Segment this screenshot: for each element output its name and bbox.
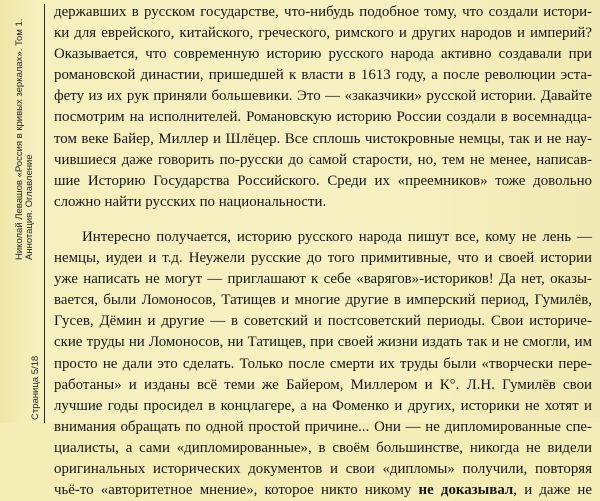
side-caption <box>0 0 44 423</box>
text-line: циалисты, а сами «дипломированные», в своём большинстве, никогда не видели <box>54 439 592 456</box>
text-line: вается, были Ломоносов, Татищев и многие другие в имперский период, Гумилёв, <box>54 292 592 309</box>
text-line-last <box>54 480 592 501</box>
paragraph-1 <box>54 2 592 213</box>
text-line: ки для еврейского, китайского, греческого, римского и других народов и империй? <box>54 25 592 42</box>
text-segment: , и даже не <box>513 482 593 499</box>
text-line: лучшие годы просидел в концлагере, а на Фоменко и других, историки не хотят и <box>54 397 592 414</box>
text-line: чившиеся даже говорить по-русски до самой старости, но, тем не менее, написав- <box>54 151 592 168</box>
page-number: Страница 5/18 <box>30 355 41 420</box>
text-line: ские труды ни Ломоносов, ни Татищев, при своей жизни издать так и не смогли, им <box>54 334 592 351</box>
text-segment: чьё-то «авторитетное мнение», которое никто никому <box>54 482 412 499</box>
text-line: державших в русском государстве, что-нибудь подобное тому, что создали истори- <box>54 4 592 20</box>
text-line: Интересно получается, историю русского народа пишут все, кому не лень — <box>82 228 592 245</box>
document-body <box>54 2 592 501</box>
margin-divider <box>44 4 45 423</box>
paragraph-2 <box>54 227 592 501</box>
text-line: Гусев, Дёмин и другие — в советский и постсоветский периоды. Свои историче- <box>54 313 592 330</box>
text-line: Оказывается, что современную историю русского народа активно создавали при <box>54 46 592 63</box>
text-line: просто не дали это сделать. Только после смерти их труды были «творчески пере- <box>54 355 592 372</box>
section-title: Аннотация. Оглавление <box>24 154 35 260</box>
text-line: внимания обращать по одной простой причине... Они — не дипломированные спе- <box>54 418 592 435</box>
bold-emphasis: не доказывал <box>418 482 514 499</box>
text-line: фету из их рук приняли большевики. Это — «заказчики» русской истории. Давайте <box>54 88 592 105</box>
text-line: уже написать не могут — приглашают к себе «варягов»-историков! Да нет, оказы- <box>54 271 592 288</box>
text-line: работаны» и изданы всё теми же Байером, Миллером и К°. Л.Н. Гумилёв свои <box>54 376 592 393</box>
text-line: том веке Байер, Миллер и Шлёцер. Все сплошь чистокровные немцы, так и не нау- <box>54 130 592 147</box>
text-line: посмотрим на исполнителей. Романовскую историю России создали в восемнадца- <box>54 109 592 126</box>
text-line: шие Историю Государства Российского. Среди их «преемников» тоже довольно <box>54 172 592 189</box>
text-line: романовской династии, пришедшей к власти в 1613 году, а после революции эста- <box>54 67 592 84</box>
book-title: Николай Левашов «Россия в кривых зеркалах». Том 1. <box>14 18 25 260</box>
text-line: оригинальных исторических документов и свои «дипломы» получили, повторяя <box>54 460 592 477</box>
text-line: сложно найти русских по национальности. <box>54 193 327 210</box>
text-line: немцы, иудеи и т.д. Неужели русские до того примитивные, что и своей истории <box>54 250 592 267</box>
